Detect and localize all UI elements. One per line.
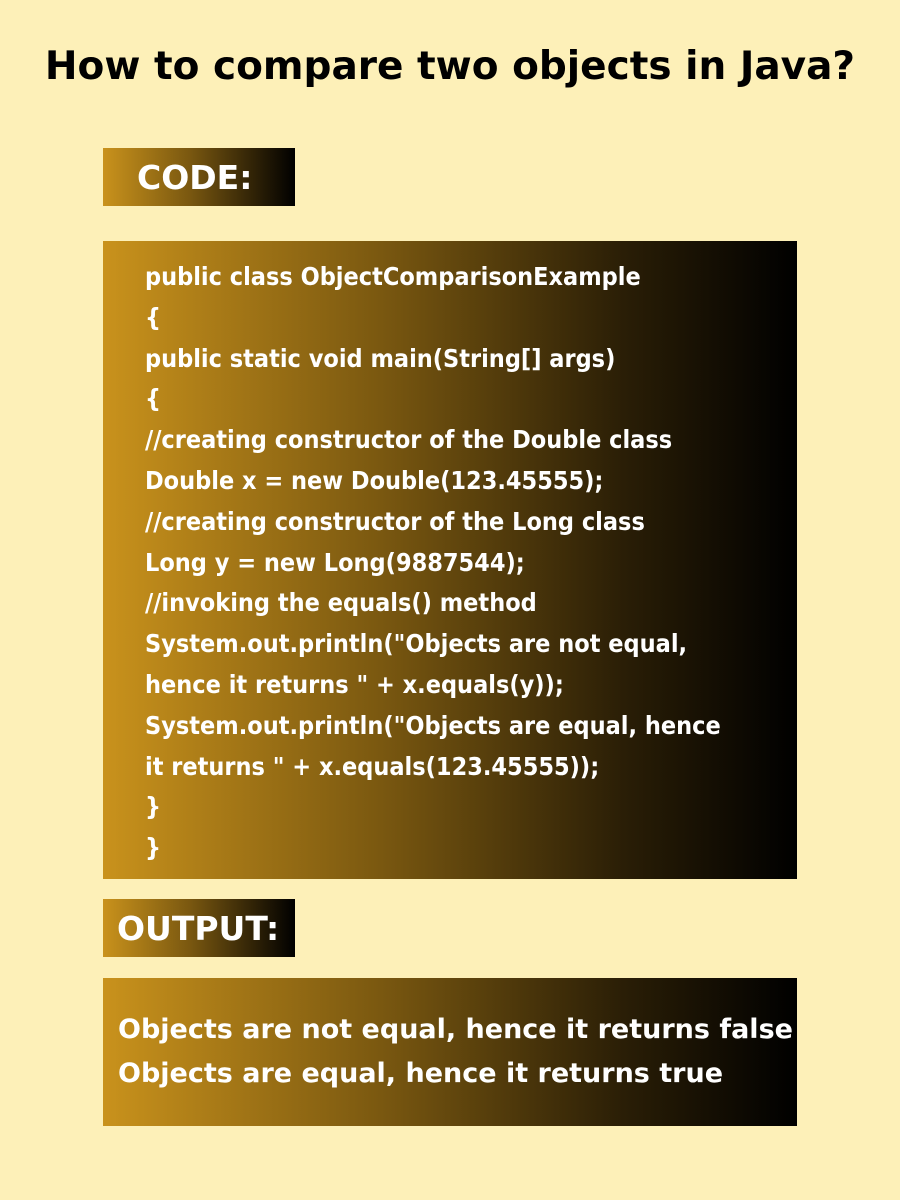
code-comment-line: //invoking the equals() method — [145, 588, 537, 618]
code-line: } — [145, 833, 162, 863]
code-line: { — [145, 384, 162, 414]
code-section-label: CODE: — [103, 148, 295, 206]
output-section-label: OUTPUT: — [103, 899, 295, 957]
code-line: Double x = new Double(123.45555); — [145, 465, 604, 495]
output-line: Objects are not equal, hence it returns false — [118, 1014, 793, 1045]
page-title: How to compare two objects in Java? — [44, 44, 856, 89]
code-comment-line: //creating constructor of the Double class — [145, 425, 673, 455]
output-block — [103, 978, 797, 1126]
code-line: public class ObjectComparisonExample — [145, 262, 641, 291]
code-line: } — [145, 792, 162, 822]
code-comment-line: //creating constructor of the Long class — [145, 506, 645, 536]
code-line: Long y = new Long(9887544); — [145, 547, 525, 577]
code-line: it returns " + x.equals(123.45555)); — [145, 751, 600, 781]
code-block — [103, 241, 797, 879]
output-line: Objects are equal, hence it returns true — [118, 1058, 724, 1089]
code-line: System.out.println("Objects are equal, hence — [145, 710, 721, 740]
code-line: hence it returns " + x.equals(y)); — [145, 669, 564, 699]
code-line: { — [145, 302, 162, 332]
code-line: public static void main(String[] args) — [145, 343, 616, 373]
code-line: System.out.println("Objects are not equal, — [145, 629, 688, 659]
